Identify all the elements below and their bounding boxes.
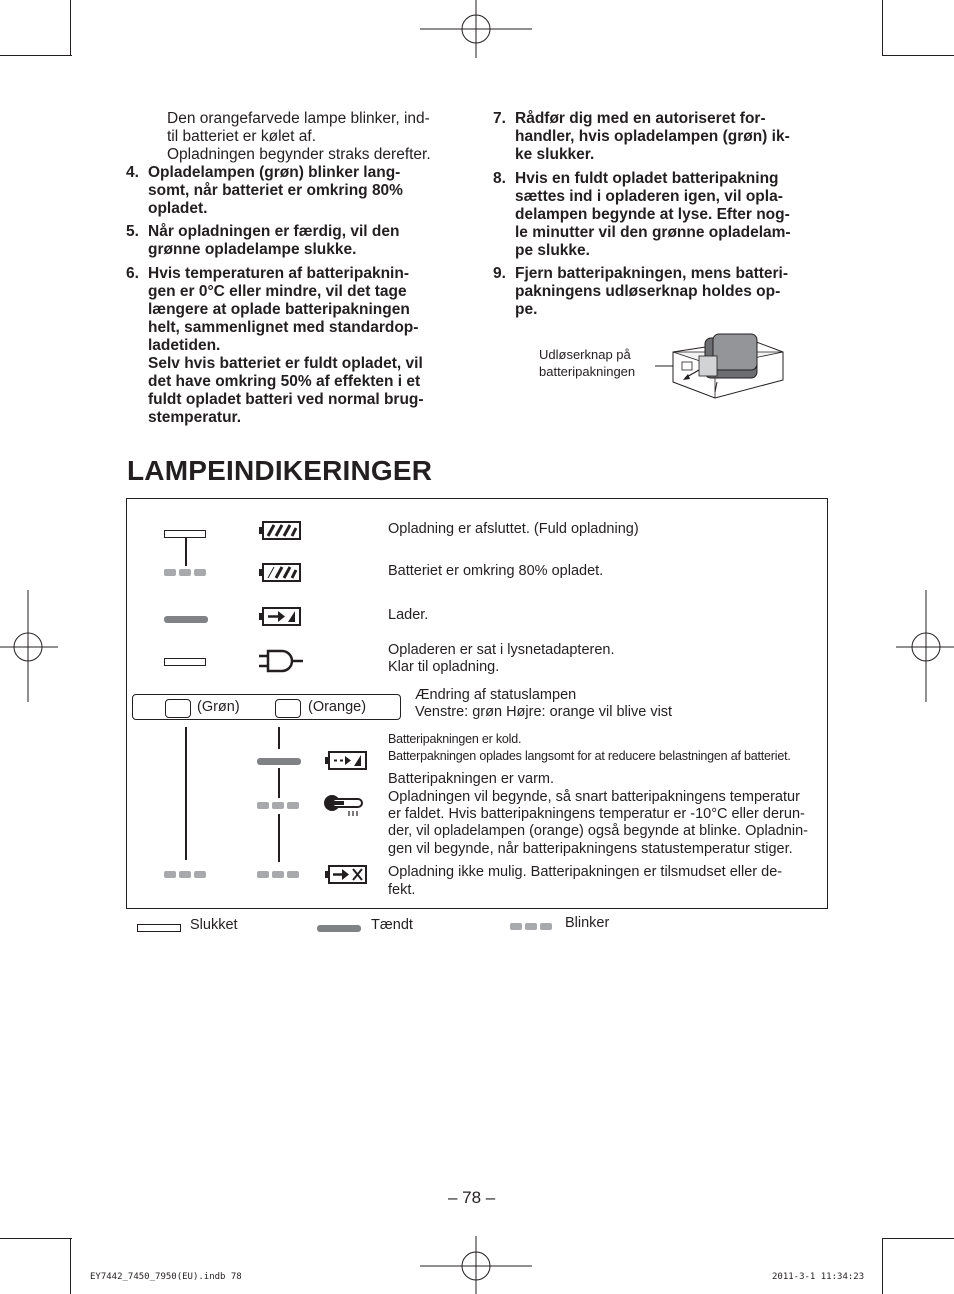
item-number: 5. [126, 223, 139, 240]
item-line: handler, hvis opladelampen (grøn) ik- [515, 128, 790, 145]
intro-text [167, 110, 431, 164]
row-text: Opladning er afsluttet. (Fuld opladning) [388, 521, 639, 537]
orange-connector-line [278, 814, 280, 862]
crop-mark [882, 0, 883, 56]
key-blink-symbol [510, 923, 554, 930]
intro-line: Den orangefarvede lampe blinker, ind- [167, 110, 430, 127]
footer-timestamp: 2011-3-1 11:34:23 [772, 1272, 865, 1282]
registration-mark-bottom [420, 1236, 532, 1294]
charger-illustration [655, 330, 787, 406]
item-line: Selv hvis batteriet er fuldt opladet, vil [148, 355, 423, 372]
item-number: 6. [126, 265, 139, 282]
crop-mark [882, 1238, 954, 1239]
lamp-off-indicator [164, 530, 206, 538]
item-line: Rådfør dig med en autoriseret for- [515, 110, 766, 127]
item-line: opladet. [148, 200, 208, 217]
registration-mark-top [420, 0, 532, 60]
row-text: Lader. [388, 607, 429, 623]
caption-line: Udløserknap på [539, 347, 631, 362]
item-line: somt, når batteriet er omkring 80% [148, 182, 403, 199]
key-off-symbol [137, 924, 181, 932]
row-text: er faldet. Hvis batteripakningens temperatur er -10°C eller derun- [388, 806, 805, 822]
crop-mark [70, 1238, 71, 1294]
footer-file-info: EY7442_7450_7950(EU).indb 78 [90, 1272, 242, 1282]
legend-text: Ændring af statuslampen [415, 687, 577, 703]
caption-line: batteripakningen [539, 364, 636, 379]
orange-label: (Orange) [308, 699, 367, 715]
item-line: ladetiden. [148, 337, 221, 354]
lamp-off-indicator [164, 658, 206, 666]
thermometer-hot-icon [322, 792, 368, 818]
item-line: sættes ind i opladeren igen, vil opla- [515, 188, 783, 205]
item-line: le minutter vil den grønne opladelam- [515, 224, 791, 241]
row-text: Batteripakningen er varm. [388, 771, 555, 787]
lamp-blink-indicator [257, 871, 301, 878]
item-number: 8. [493, 170, 506, 187]
item-line: Når opladningen er færdig, vil den [148, 223, 400, 240]
item-line: Opladelampen (grøn) blinker lang- [148, 164, 401, 181]
section-title: LAMPEINDIKERINGER [127, 455, 433, 486]
crop-mark [882, 55, 954, 56]
battery-80-icon [258, 562, 302, 584]
battery-cold-icon [324, 750, 368, 772]
connector-line [185, 538, 187, 566]
intro-line: Opladningen begynder straks derefter. [167, 146, 431, 163]
crop-mark [0, 55, 72, 56]
lamp-blink-indicator [164, 569, 208, 576]
plug-icon [258, 648, 304, 674]
registration-mark-left [0, 590, 60, 702]
legend-text: Venstre: grøn Højre: orange vil blive vist [415, 704, 673, 720]
key-off-label: Slukket [190, 917, 238, 933]
row-text: Opladeren er sat i lysnetadapteren. [388, 642, 615, 658]
lamp-on-indicator [164, 616, 208, 623]
item-line: længere at oplade batteripakningen [148, 301, 410, 318]
row-text: Opladningen vil begynde, så snart batteripakningens temperatur [388, 789, 800, 805]
green-connector-line [185, 727, 187, 860]
item-line: Hvis en fuldt opladet batteripakning [515, 170, 779, 187]
row-text: Batterpakningen oplades langsomt for at reducere belastningen af batteriet. [388, 749, 791, 763]
intro-line: til batteriet er kølet af. [167, 128, 317, 145]
item-line: grønne opladelampe slukke. [148, 241, 357, 258]
item-line: pe. [515, 301, 538, 318]
green-label: (Grøn) [197, 699, 240, 715]
lamp-blink-indicator [257, 802, 301, 809]
row-text: Klar til opladning. [388, 659, 500, 675]
row-text: Batteriet er omkring 80% opladet. [388, 563, 604, 579]
item-line: Fjern batteripakningen, mens batteri- [515, 265, 789, 282]
crop-mark [70, 0, 71, 56]
orange-lamp-symbol [275, 699, 301, 718]
registration-mark-right [896, 590, 954, 702]
item-line: fuldt opladet batteri ved normal brug- [148, 391, 424, 408]
crop-mark [882, 1238, 883, 1294]
orange-connector-line [278, 727, 280, 749]
battery-error-icon [324, 864, 368, 886]
key-blink-label: Blinker [565, 915, 610, 931]
key-on-symbol [317, 925, 361, 932]
item-line: pe slukke. [515, 242, 590, 259]
row-text: Opladning ikke mulig. Batteripakningen er tilsmudset eller de- [388, 864, 783, 880]
row-text: der, vil opladelampen (orange) også begynde at blinke. Opladnin- [388, 823, 808, 839]
item-number: 7. [493, 110, 506, 127]
item-line: stemperatur. [148, 409, 242, 426]
orange-connector-line [278, 768, 280, 798]
green-lamp-symbol [165, 699, 191, 718]
item-line: det have omkring 50% af effekten i et [148, 373, 421, 390]
lamp-on-indicator [257, 758, 301, 765]
item-line: delampen begynde at lyse. Efter nog- [515, 206, 790, 223]
item-number: 9. [493, 265, 506, 282]
item-line: gen er 0°C eller mindre, vil det tage [148, 283, 407, 300]
key-on-label: Tændt [371, 917, 413, 933]
row-text: fekt. [388, 882, 416, 898]
crop-mark [0, 1238, 72, 1239]
figure-caption [539, 346, 635, 380]
page-number: – 78 – [448, 1188, 496, 1207]
item-line: helt, sammenlignet med standardop- [148, 319, 419, 336]
item-number: 4. [126, 164, 139, 181]
item-line: Hvis temperaturen af batteripaknin- [148, 265, 409, 282]
item-line: ke slukker. [515, 146, 595, 163]
lamp-blink-indicator [164, 871, 208, 878]
battery-charging-icon [258, 606, 302, 628]
battery-full-icon [258, 520, 302, 542]
item-line: pakningens udløserknap holdes op- [515, 283, 781, 300]
row-text: gen vil begynde, når batteripakningens statustemperatur stiger. [388, 841, 793, 857]
row-text: Batteripakningen er kold. [388, 732, 522, 746]
